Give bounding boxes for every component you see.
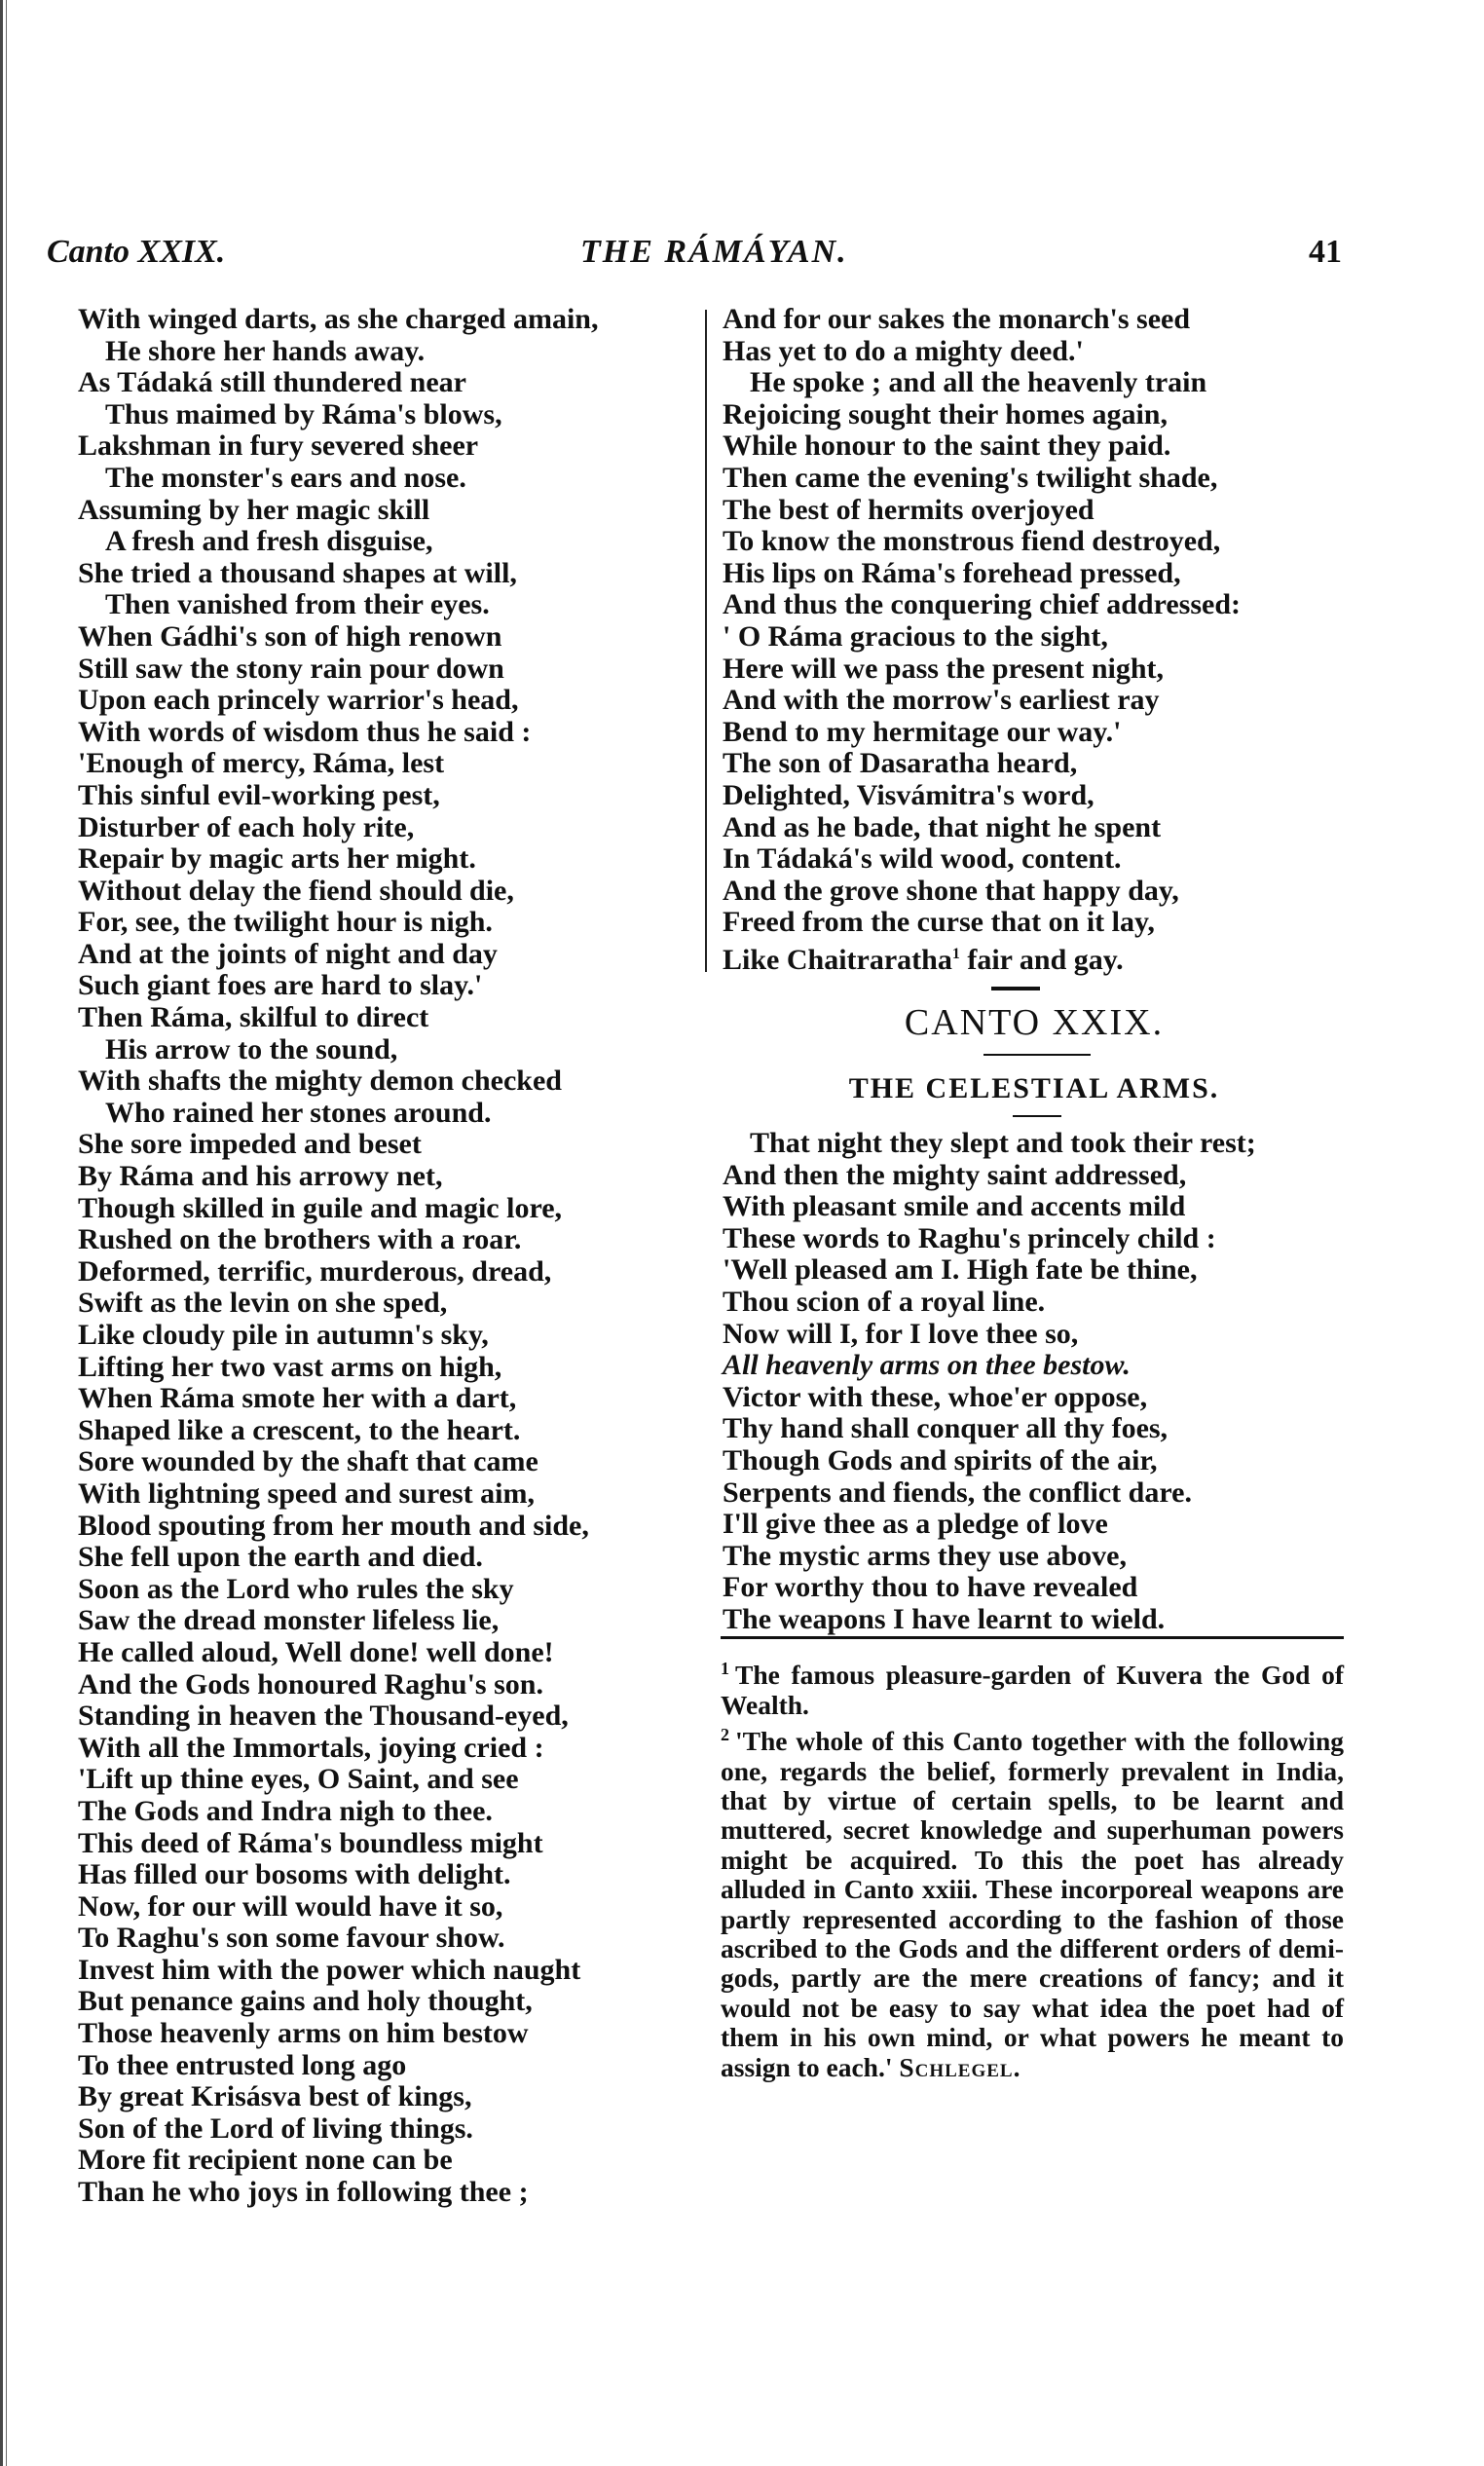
verse-line: She tried a thousand shapes at will,: [78, 556, 517, 589]
header-canto: Canto XXIX.: [47, 234, 226, 270]
verse-text: fair and gay.: [967, 943, 1124, 976]
section-separator: [991, 987, 1040, 990]
verse-line: The weapons I have learnt to wield.: [723, 1602, 1166, 1635]
verse-line: Like cloudy pile in autumn's sky,: [78, 1319, 489, 1351]
verse-line: And with the morrow's earliest ray: [723, 684, 1160, 717]
verse-line: Deformed, terrific, murderous, dread,: [78, 1254, 552, 1288]
verse-line: Standing in heaven the Thousand-eyed,: [78, 1700, 569, 1733]
verse-line: Then Ráma, skilful to direct: [78, 1001, 429, 1034]
verse-line: With words of wisdom thus he said :: [78, 715, 532, 748]
footnote-reference: 1: [951, 945, 960, 962]
verse-line: His arrow to the sound,: [105, 1032, 398, 1065]
verse-lines-right-top: [723, 303, 1346, 976]
verse-line: Swift as the levin on she sped,: [78, 1287, 448, 1320]
verse-line: Thou scion of a royal line.: [723, 1285, 1046, 1318]
verse-line: Thus maimed by Ráma's blows,: [105, 397, 502, 430]
verse-line: Than he who joys in following thee ;: [78, 2176, 529, 2209]
verse-line: Then came the evening's twilight shade,: [723, 461, 1218, 494]
verse-line: Then vanished from their eyes.: [105, 588, 490, 621]
verse-line: Has yet to do a mighty deed.': [723, 334, 1084, 367]
verse-line: For worthy thou to have revealed: [723, 1571, 1138, 1604]
verse-line: I'll give thee as a pledge of love: [723, 1508, 1108, 1541]
verse-line: Sore wounded by the shaft that came: [78, 1445, 538, 1478]
column-divider: [705, 310, 707, 972]
verse-text: Like Chaitraratha: [723, 943, 952, 976]
verse-line: And at the joints of night and day: [78, 937, 498, 970]
verse-line: When Gádhi's son of high renown: [78, 619, 502, 653]
footnote-text: The famous pleasure-garden of Kuvera the God of Wealth.: [721, 1660, 1344, 1720]
verse-line: Now will I, for I love thee so,: [723, 1317, 1079, 1350]
verse-line: His lips on Ráma's forehead pressed,: [723, 556, 1181, 589]
verse-line: Upon each princely warrior's head,: [78, 684, 519, 717]
verse-line: He called aloud, Well done! well done!: [78, 1635, 554, 1668]
verse-line: He spoke ; and all the heavenly train: [750, 366, 1207, 399]
verse-line: By Ráma and his arrowy net,: [78, 1160, 443, 1193]
right-column-continuation: [723, 303, 1346, 976]
verse-line: In Tádaká's wild wood, content.: [723, 842, 1122, 876]
verse-line: For, see, the twilight hour is nigh.: [78, 906, 493, 939]
verse-line: With lightning speed and surest aim,: [78, 1476, 535, 1510]
verse-line: And as he bade, that night he spent: [723, 810, 1162, 843]
verse-line: With pleasant smile and accents mild: [723, 1190, 1186, 1223]
binding-edge-mark: [0, 0, 14, 2466]
verse-line: Soon as the Lord who rules the sky: [78, 1572, 514, 1605]
verse-line: And then the mighty saint addressed,: [723, 1158, 1187, 1191]
verse-line: A fresh and fresh disguise,: [105, 525, 433, 558]
verse-line: Freed from the curse that on it lay,: [723, 906, 1155, 939]
footnote-marker: 2: [721, 1724, 729, 1744]
verse-line: When Ráma smote her with a dart,: [78, 1382, 517, 1415]
verse-line: And for our sakes the monarch's seed: [723, 303, 1191, 335]
verse-line: To know the monstrous fiend destroyed,: [723, 525, 1221, 558]
verse-line: As Tádaká still thundered near: [78, 366, 466, 399]
verse-line: Assuming by her magic skill: [78, 493, 430, 526]
verse-line: 'Well pleased am I. High fate be thine,: [723, 1253, 1198, 1287]
verse-line: These words to Raghu's princely child :: [723, 1221, 1216, 1254]
verse-line: Rushed on the brothers with a roar.: [78, 1223, 522, 1256]
verse-line: The mystic arms they use above,: [723, 1539, 1127, 1572]
header-title: THE RÁMÁYAN.: [580, 234, 848, 270]
verse-line: Blood spouting from her mouth and side,: [78, 1509, 589, 1542]
footnotes: [721, 1654, 1344, 2082]
verse-line: Disturber of each holy rite,: [78, 810, 415, 843]
canto-heading: CANTO XXIX.: [904, 1002, 1165, 1043]
verse-line: 'Lift up thine eyes, O Saint, and see: [78, 1763, 519, 1796]
verse-line: More fit recipient none can be: [78, 2144, 453, 2177]
verse-line: Here will we pass the present night,: [723, 652, 1165, 685]
verse-line: This deed of Ráma's boundless might: [78, 1826, 543, 1859]
footnote-signature: Schlegel.: [899, 2051, 1021, 2082]
footnote: [721, 1720, 1344, 2082]
verse-line: That night they slept and took their rest;: [750, 1127, 1256, 1159]
verse-line: She fell upon the earth and died.: [78, 1541, 483, 1574]
verse-line: And thus the conquering chief addressed:: [723, 588, 1242, 621]
verse-line: To Raghu's son some favour show.: [78, 1922, 505, 1955]
verse-line: Those heavenly arms on him bestow: [78, 2017, 529, 2050]
verse-line: Though Gods and spirits of the air,: [723, 1443, 1158, 1476]
verse-line: Rejoicing sought their homes again,: [723, 397, 1168, 430]
verse-line: All heavenly arms on thee bestow.: [723, 1349, 1131, 1382]
verse-line: Such giant foes are hard to slay.': [78, 969, 483, 1002]
verse-line: Repair by magic arts her might.: [78, 842, 476, 876]
canto-subheading: THE CELESTIAL ARMS.: [848, 1072, 1220, 1104]
verse-lines-right: [723, 1128, 1346, 1636]
verse-line: [723, 939, 1346, 976]
verse-line: With all the Immortals, joying cried :: [78, 1731, 544, 1764]
verse-line: Thy hand shall conquer all thy foes,: [723, 1412, 1169, 1445]
verse-line: Delighted, Visvámitra's word,: [723, 778, 1094, 811]
verse-line: Now, for our will would have it so,: [78, 1889, 503, 1923]
left-column: [78, 304, 701, 2209]
footnote: [721, 1654, 1344, 1720]
verse-line: The monster's ears and nose.: [105, 461, 466, 494]
verse-line: 'Enough of mercy, Ráma, lest: [78, 747, 445, 780]
verse-line: He shore her hands away.: [105, 334, 426, 367]
running-header: [47, 234, 1342, 280]
verse-line: Lakshman in fury severed sheer: [78, 430, 479, 463]
verse-line: With shafts the mighty demon checked: [78, 1065, 562, 1098]
verse-lines-left: [78, 304, 701, 2209]
verse-line: Bend to my hermitage our way.': [723, 715, 1122, 748]
verse-line: Lifting her two vast arms on high,: [78, 1350, 502, 1383]
verse-line: Who rained her stones around.: [105, 1096, 492, 1129]
verse-line: Though skilled in guile and magic lore,: [78, 1191, 563, 1224]
verse-line: The Gods and Indra nigh to thee.: [78, 1794, 493, 1827]
verse-line: Invest him with the power which naught: [78, 1953, 581, 1986]
verse-line: The best of hermits overjoyed: [723, 493, 1094, 526]
verse-line: To thee entrusted long ago: [78, 2048, 407, 2081]
verse-line: And the grove shone that happy day,: [723, 874, 1179, 907]
heading-rule: [1013, 1115, 1061, 1117]
verse-line: The son of Dasaratha heard,: [723, 747, 1078, 780]
footnote-marker: 1: [721, 1659, 729, 1678]
verse-line: Serpents and fiends, the conflict dare.: [723, 1476, 1192, 1509]
verse-line: Victor with these, whoe'er oppose,: [723, 1380, 1148, 1413]
verse-line: Shaped like a crescent, to the heart.: [78, 1413, 521, 1446]
verse-line: But penance gains and holy thought,: [78, 1985, 533, 2018]
heading-rule: [983, 1054, 1091, 1056]
verse-line: Saw the dread monster lifeless lie,: [78, 1604, 500, 1637]
verse-line: While honour to the saint they paid.: [723, 430, 1171, 463]
page-number: 41: [1309, 234, 1342, 270]
verse-line: And the Gods honoured Raghu's son.: [78, 1667, 543, 1700]
verse-line: Still saw the stony rain pour down: [78, 652, 504, 685]
footnote-text: 'The whole of this Canto together with the following one, regards the belief, formerly prevalent in India, that by virtue of certain spells, to be learnt and muttered, secret knowledge and superhuman powers might be acquired. To this the poet has already alluded in Canto xxiii. These incorporeal weapons are partly represented according to the fashion of those ascribed to the Gods and the different orders of demi-gods, partly are the mere creations of fancy; and it would not be easy to say what idea the poet had of them in his own mind, or what powers he meant to assign to each.': [721, 1726, 1344, 2082]
verse-line: Has filled our bosoms with delight.: [78, 1858, 511, 1891]
verse-line: By great Krisásva best of kings,: [78, 2080, 472, 2113]
canto-xxix-verses: [723, 1128, 1346, 1636]
verse-line: She sore impeded and beset: [78, 1128, 422, 1161]
verse-line: This sinful evil-working pest,: [78, 778, 440, 811]
verse-line: Son of the Lord of living things.: [78, 2111, 473, 2145]
verse-line: Without delay the fiend should die,: [78, 874, 514, 907]
verse-line: With winged darts, as she charged amain,: [78, 303, 599, 335]
footnotes-rule: [721, 1636, 1344, 1639]
verse-line: ' O Ráma gracious to the sight,: [723, 619, 1108, 653]
